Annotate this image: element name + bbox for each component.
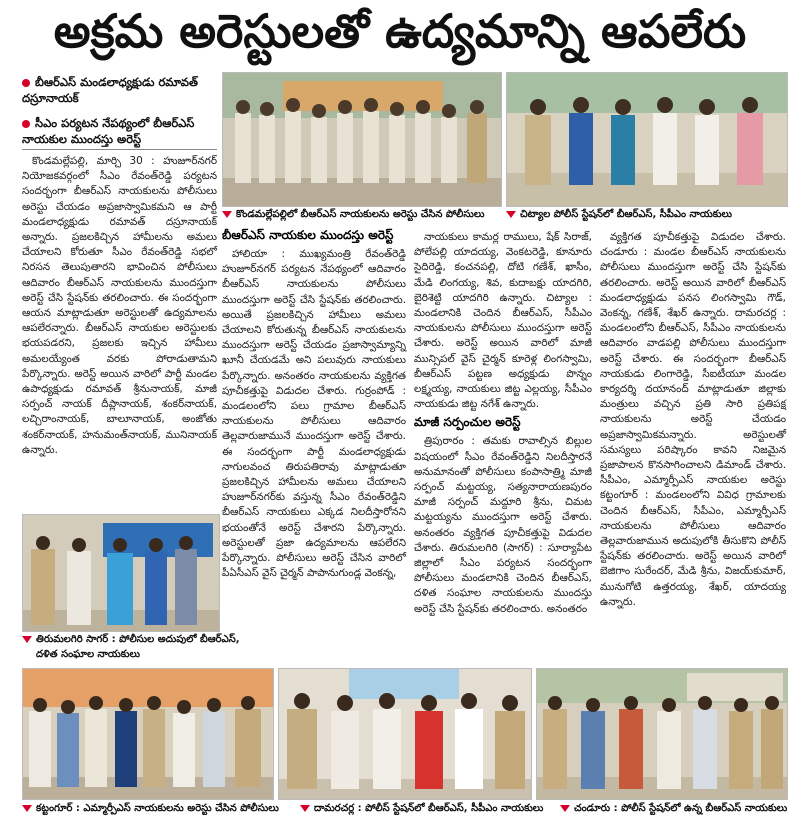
bullet-1-text: బీఆర్ఎస్ మండలాధ్యక్షుడు రమావత్ దస్రూనాయక్ xyxy=(22,75,198,105)
photo-group-arrest-icon xyxy=(223,73,501,206)
caption-text: కట్టంగూర్ : ఎమ్మార్పీఎస్ నాయకులను అరెస్టు చేసిన పోలీసులు xyxy=(36,803,279,814)
photo-kondamallepalli xyxy=(222,72,502,207)
photo-damaracherla xyxy=(278,668,532,800)
divider xyxy=(22,149,217,150)
article-subhead: బీఆర్ఎస్ నాయకుల ముందస్తు అరెస్ట్ xyxy=(222,228,394,242)
article-column-2 xyxy=(222,226,406,662)
headline: అక్రమ అరెస్టులతో ఉద్యమాన్ని ఆపలేరు xyxy=(53,4,747,58)
article-column-1 xyxy=(22,154,217,509)
article-column-3 xyxy=(414,230,592,662)
bullet-1 xyxy=(22,74,217,106)
photo-chandur xyxy=(536,668,788,800)
bullet-dot-icon xyxy=(22,120,30,128)
photo-kattangur xyxy=(22,668,274,800)
article-text: త్రిపురారం : తమకు రావాల్సిన బిల్లుల విషయంలో సీఎం రేవంత్‌రెడ్డిని నిలదీస్తారనే అనుమానంతో పోలీసులు కంపాసాత్ర్మి మాజీ సర్పంచ్ మట్టయ్య, సత్యనారాయణపురం మాజీ సర్పంచ్ మద్దూరి శ్రీను, చిమట మట్టయ్యను ముందస్తుగా అరెస్ట్ చేశారు. అనంతరం వ్యక్తిగత పూచీకత్తుపై విడుదల చేశారు. తిరుమలగిరి (సాగర్) : సూర్యాపేట జిల్లాలో సీఎం పర్యటన సందర్భంగా పోలీసులు మండలానికి చెందిన బీఆర్ఎస్, దళిత సంఘాల నాయకులను ముందస్తు అరెస్ట్ చేసి స్టేషన్‌కు తరలించారు. అనంతరం xyxy=(414,435,592,615)
caption-text: తిరుమలగిరి సాగర్ : పోలీసుల అదుపులో బీఆర్ఎస్, xyxy=(36,634,240,645)
bullet-2 xyxy=(22,115,217,147)
caption-marker-icon xyxy=(560,805,570,812)
caption-bottom-2 xyxy=(300,802,544,816)
caption-marker-icon xyxy=(22,805,32,812)
photo-chityala xyxy=(506,72,788,207)
article-column-4 xyxy=(600,230,786,662)
article-text: వ్యక్తిగత పూచీకత్తుపై విడుదల చేశారు. చండూరు : మండల బీఆర్ఎస్ నాయకులను పోలీసులు ముందస్తుగా అరెస్ట్ చేసి స్టేషన్‌కు తరలించారు. అరెస్ట్ అయిన వారిలో బీఆర్ఎస్ మండలాధ్యక్షుడు పనస లింగస్వామి గౌడ్, వెంకన్న, గణేశ్, శేఖర్ ఉన్నారు. దామరచర్ల : మండలంలోని బీఆర్ఎస్, సీపీఎం నాయకులను ఆదివారం వాడపల్లి పోలీసులు ముందస్తుగా అరెస్ట్ చేశారు. ఈ సందర్భంగా బీఆర్ఎస్ నాయకుడు లింగారెడ్డి, సీఐటీయూ మండల కార్యదర్శి దయానంద్ మాట్లాడుతూ జిల్లాకు మంత్రులు వచ్చిన ప్రతి సారి ప్రతిపక్ష నాయకులను అరెస్ట్ చేయడం అప్రజాస్వామికమన్నారు. అరెస్టులతో సమస్యలు పరిష్కారం కావని నిజమైన ప్రజాపాలన కొనసాగించాలని డిమాండ్ చేశారు. సీపీఎం, ఎమ్మార్పీఎస్ నాయకుల అరెస్టు కట్టంగూర్ : మండలంలోని వివిధ గ్రామాలకు చెందిన బీఆర్ఎస్, సీపీఎం, ఎమ్మార్పీఎస్ నాయకులను పోలీసులు ఆదివారం తెల్లవారుజామున అదుపులోకి తీసుకొని పోలీస్ స్టేషన్‌కు తరలించారు. అరెస్ట్ అయిన వారిలో బెజిగాం సురేందర్, మేడి శ్రీను, విజయ్‌కుమార్, మునుగోటి ఉత్తరయ్య, శేఖర్, యాదయ్య ఉన్నారు. xyxy=(600,231,786,608)
photo-group-police-icon xyxy=(23,515,219,631)
caption-text: చండూరు : పోలీస్ స్టేషన్‌లో ఉన్న బీఆర్ఎస్ నాయకులు xyxy=(574,803,788,814)
bullet-dot-icon xyxy=(22,79,30,87)
caption-marker-icon xyxy=(300,805,310,812)
photo-thirumalagiri xyxy=(22,514,220,632)
caption-marker-icon xyxy=(222,211,232,218)
caption-mid-left-2 xyxy=(36,648,216,662)
caption-top-right xyxy=(506,208,786,222)
caption-text: కొండమల్లేపల్లిలో బీఆర్ఎస్ నాయకులను అరెస్టు చేసిన పోలీసులు xyxy=(236,209,485,220)
article-text: హాలియా : ముఖ్యమంత్రి రేవంత్‌రెడ్డి హుజూర్‌నగర్ పర్యటన నేపథ్యంలో ఆదివారం బీఆర్ఎస్ నాయకులను పోలీసులు ముందస్తుగా అరెస్ట్ చేసి స్టేషన్‌కు తరలించారు. అయితే ప్రజలకిచ్చిన హామీలు అమలు చేయాలని కోరుతున్న బీఆర్ఎస్ నాయకులను ముందస్తుగా అరెస్ట్ చేయడం ప్రజాస్వామ్యాన్ని ఖూనీ చేయడమే అని పలువురు నాయకులు పేర్కొన్నారు. అనంతరం నాయకులను వ్యక్తిగత పూచీకత్తుపై విడుదల చేశారు. గుర్రంపోడ్ : మండలంలోని పలు గ్రామాల బీఆర్ఎస్ నాయకులను పోలీసులు ఆదివారం తెల్లవారుజామునే ముందస్తుగా అరెస్ట్ చేశారు. ఈ సందర్భంగా పార్టీ మండలాధ్యక్షుడు నాగులవంచ తిరుపతిరావు మాట్లాడుతూ ప్రజలకిచ్చిన హామీలను అమలు చేయాలని హుజూర్‌నగర్‌కు వస్తున్న సీఎం రేవంత్‌రెడ్డిని బీఆర్ఎస్ నాయకులు ఎక్కడ నిలదీస్తారోనని భయంతోనే అరెస్ట్ చేశారని పేర్కొన్నారు. అరెస్టులతో ప్రజా ఉద్యమాలను ఆపలేరని పేర్కొన్నారు. పోలీసులు అరెస్ట్ చేసిన వారిలో పీఏసీఎస్ వైస్ చైర్మన్ పాపానుగుండ్ల వెంకన్న, xyxy=(222,248,406,580)
photo-group-arrest-icon xyxy=(23,669,273,799)
bullet-2-text: సీఎం పర్యటన నేపథ్యంలో బీఆర్ఎస్ నాయకుల ముందస్తు అరెస్ట్ xyxy=(22,116,195,146)
article-subhead: మాజీ సర్పంచుల అరెస్ట్ xyxy=(414,415,521,430)
caption-bottom-1 xyxy=(22,802,279,816)
article-text: నాయకులు కామర్ల రాములు, షేక్ సిరాజ్, పోలేపల్లి యాదయ్య, వెంకటరెడ్డి, కూనూరు సైదిరెడ్డి, కంచనపల్లి, దోటి గణేశ్, ఖాసీం, మేడి లింగయ్య, శివ, కుదాబక్షు యాదగిరి, బైరిశెట్టి యాదగిరి ఉన్నారు. చిట్యాల : మండలానికి చెందిన బీఆర్ఎస్, సీపీఎం నాయకులను పోలీసులు ముందస్తుగా అరెస్ట్ చేశారు. అరెస్ట్ అయిన వారిలో మాజీ మున్సిపల్ వైస్ చైర్మన్ కూరెళ్ల లింగస్వామి, బీఆర్ఎస్ పట్టణ అధ్యక్షుడు పొన్నం లక్ష్మయ్య, నాయకులు జిట్ట ఎల్లయ్య, సీపీఎం నాయకుడు జిట్ట నగేశ్ ఉన్నారు. xyxy=(414,231,592,411)
photo-group-station-icon xyxy=(279,669,531,799)
caption-marker-icon xyxy=(22,636,32,643)
photo-group-station-icon xyxy=(507,73,787,206)
caption-marker-icon xyxy=(506,211,516,218)
caption-text: దామరచర్ల : పోలీస్ స్టేషన్‌లో బీఆర్ఎస్, సీపీఎం నాయకులు xyxy=(314,803,544,814)
photo-group-station-icon xyxy=(537,669,787,799)
caption-top-left xyxy=(222,208,500,222)
article-text: కొండమల్లేపల్లి, మార్చి 30 : హుజూర్‌నగర్ నియోజకవర్గంలో సీఎం రేవంత్‌రెడ్డి పర్యటన సందర్భంగా బీఆర్ఎస్ నాయకులను పోలీసులు అరెస్టు చేయడం అప్రజాస్వామికమని ఆ పార్టీ మండలాధ్యక్షుడు రమావత్ దస్రూనాయక్ అన్నారు. ప్రజలకిచ్చిన హామీలను అమలు చేయాలని కోరుతూ సీఎం రేవంత్‌రెడ్డి సభలో నిరసన తెలుపుతారని భావించిన పోలీసులు ఆదివారం బీఆర్ఎస్ నాయకులను ముందస్తుగా అరెస్ట్ చేసి స్టేషన్‌కు తరలించారు. ఈ సందర్భంగా ఆయన మాట్లాడుతూ అరెస్టులతో ఉద్యమాలను ఆపలేరన్నారు. బీఆర్ఎస్ నాయకుల అరెస్టులకు భయపడరని, ప్రజలకు ఇచ్చిన హామీలు అమలయ్యేంత వరకు పోరాడుతామని పేర్కొన్నారు. అరెస్ట్ అయిన వారిలో పార్టీ మండల ఉపాధ్యక్షుడు రమావత్ శ్రీనునాయక్, మాజీ సర్పంచ్ నాయక్ దీప్లానాయక్, శంకర్‌నాయక్, లచ్చిరాంనాయక్, బాలూనాయక్, అంజోతు శంకర్‌నాయక్, హనుమంత్‌నాయక్, మునినాయక్ ఉన్నారు. xyxy=(22,155,217,456)
caption-mid-left-1 xyxy=(22,633,240,647)
caption-text: చిట్యాల పోలీస్ స్టేషన్‌లో బీఆర్ఎస్, సీపీఎం నాయకులు xyxy=(520,209,732,220)
caption-bottom-3 xyxy=(560,802,786,816)
caption-text: దళిత సంఘాల నాయకులు xyxy=(36,649,141,660)
